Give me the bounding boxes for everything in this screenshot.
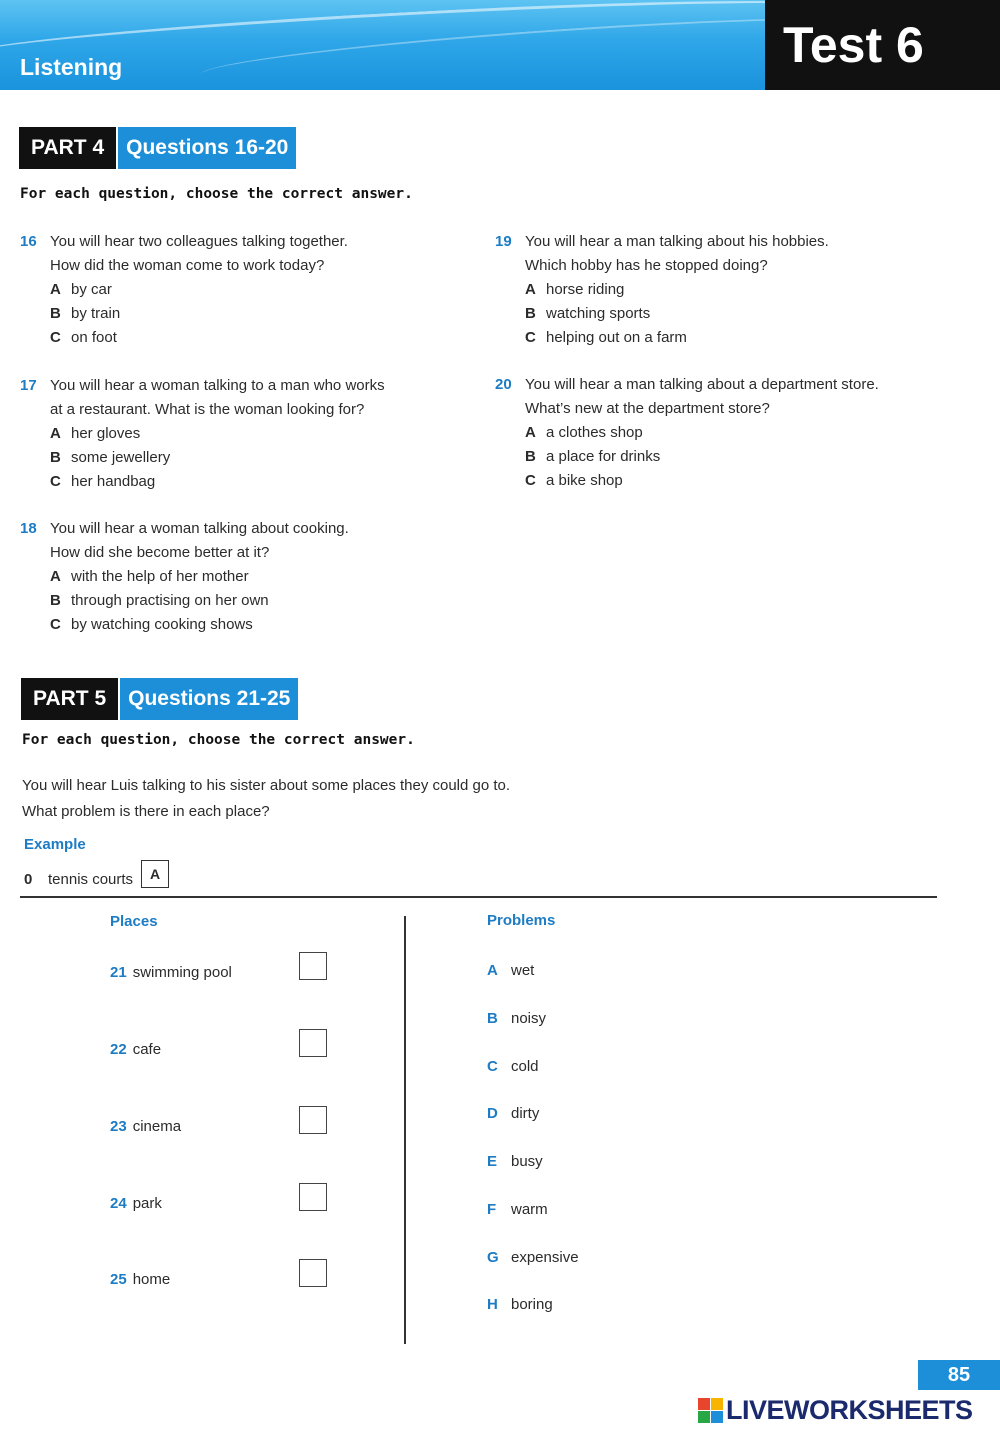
intro-line: What problem is there in each place?: [22, 803, 270, 820]
option-b[interactable]: B some jewellery: [50, 449, 171, 466]
question-number: 18: [20, 520, 37, 537]
part5-intro: [22, 773, 510, 825]
places-heading: Places: [110, 913, 158, 930]
place-item: 21 swimming pool: [110, 964, 232, 981]
option-b[interactable]: B by train: [50, 305, 121, 322]
part4-label: PART 4: [19, 127, 116, 169]
problem-item: G expensive: [487, 1249, 579, 1266]
problem-item: C cold: [487, 1058, 539, 1075]
question-text: How did the woman come to work today?: [50, 257, 325, 274]
answer-box-25[interactable]: [299, 1259, 327, 1287]
part5-questions: Questions 21-25: [120, 678, 298, 720]
example-answer-box: A: [141, 860, 169, 888]
option-b[interactable]: B a place for drinks: [525, 448, 661, 465]
option-b[interactable]: B watching sports: [525, 305, 651, 322]
liveworksheets-logo: [698, 1395, 973, 1426]
place-item: 22 cafe: [110, 1041, 162, 1058]
option-a[interactable]: A with the help of her mother: [50, 568, 249, 585]
option-c[interactable]: C her handbag: [50, 473, 156, 490]
question-17: [20, 374, 460, 494]
answer-box-23[interactable]: [299, 1106, 327, 1134]
problems-heading: Problems: [487, 912, 556, 929]
logo-icon: [698, 1398, 723, 1423]
question-text: You will hear two colleagues talking together.: [50, 233, 348, 250]
question-19: [495, 230, 955, 350]
question-number: 17: [20, 377, 37, 394]
example-row: [24, 860, 169, 888]
problem-item: D dirty: [487, 1105, 540, 1122]
question-text: You will hear a man talking about a department store.: [525, 376, 879, 393]
part5-label: PART 5: [21, 678, 118, 720]
answer-box-21[interactable]: [299, 952, 327, 980]
example-place: tennis courts: [48, 871, 134, 888]
option-a[interactable]: A horse riding: [525, 281, 625, 298]
question-text: You will hear a woman talking about cooking.: [50, 520, 349, 537]
option-b[interactable]: B through practising on her own: [50, 592, 269, 609]
brand-name: LIVEWORKSHEETS: [726, 1395, 973, 1425]
divider-horizontal: [20, 896, 937, 898]
option-a[interactable]: A by car: [50, 281, 112, 298]
example-title: Example: [24, 836, 86, 853]
part5-instruction: For each question, choose the correct answer.: [22, 732, 415, 748]
part4-instruction: For each question, choose the correct answer.: [20, 186, 413, 202]
answer-box-22[interactable]: [299, 1029, 327, 1057]
question-16: [20, 230, 460, 350]
question-18: [20, 517, 460, 637]
option-a[interactable]: A a clothes shop: [525, 424, 643, 441]
problem-item: B noisy: [487, 1010, 547, 1027]
question-number: 19: [495, 233, 512, 250]
example-number: 0: [24, 871, 33, 888]
test-title: Test 6: [765, 0, 1000, 90]
option-c[interactable]: C by watching cooking shows: [50, 616, 253, 633]
option-c[interactable]: C a bike shop: [525, 472, 623, 489]
place-item: 24 park: [110, 1195, 162, 1212]
option-a[interactable]: A her gloves: [50, 425, 141, 442]
question-number: 16: [20, 233, 37, 250]
place-item: 25 home: [110, 1271, 171, 1288]
divider-vertical: [404, 916, 406, 1344]
part4-questions: Questions 16-20: [118, 127, 296, 169]
answer-box-24[interactable]: [299, 1183, 327, 1211]
question-20: [495, 373, 975, 493]
problem-item: E busy: [487, 1153, 543, 1170]
question-text: How did she become better at it?: [50, 544, 270, 561]
problem-item: A wet: [487, 962, 535, 979]
question-text: Which hobby has he stopped doing?: [525, 257, 768, 274]
option-c[interactable]: C helping out on a farm: [525, 329, 687, 346]
part5-heading: [21, 678, 298, 720]
question-text: What’s new at the department store?: [525, 400, 770, 417]
part4-heading: [19, 127, 296, 169]
header-banner: [0, 0, 1000, 90]
question-number: 20: [495, 376, 512, 393]
page-number: 85: [918, 1360, 1000, 1390]
option-c[interactable]: C on foot: [50, 329, 117, 346]
place-item: 23 cinema: [110, 1118, 182, 1135]
question-text: You will hear a woman talking to a man who works: [50, 377, 385, 394]
problem-item: F warm: [487, 1201, 548, 1218]
section-label: Listening: [20, 54, 123, 80]
question-text: at a restaurant. What is the woman looking for?: [50, 401, 365, 418]
intro-line: You will hear Luis talking to his sister about some places they could go to.: [22, 777, 511, 794]
question-text: You will hear a man talking about his hobbies.: [525, 233, 829, 250]
problem-item: H boring: [487, 1296, 553, 1313]
